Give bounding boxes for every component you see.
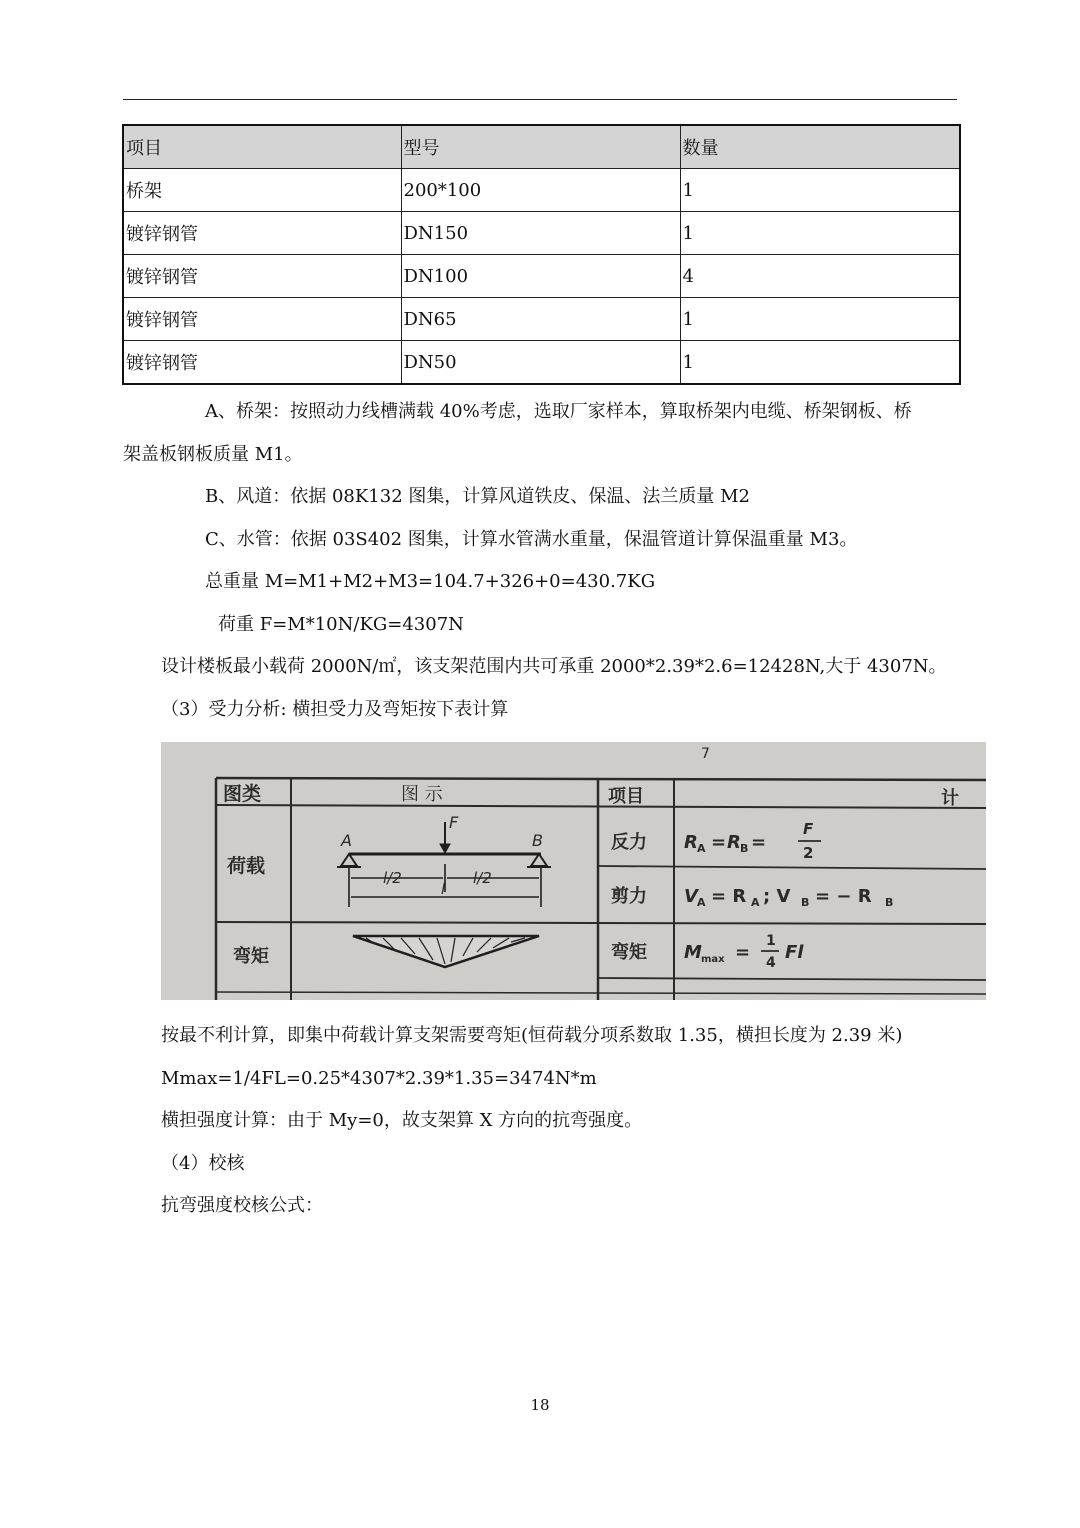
fig-header-type: 图类 [223,783,262,805]
page-number: 18 [530,1396,550,1414]
materials-table [122,124,961,385]
svg-text:max: max [701,954,725,965]
svg-text:=: = [735,942,751,963]
cell-quantity: 1 [680,341,960,385]
span-label: l [441,880,446,898]
cell-item: 镀锌钢管 [123,341,401,385]
load-formula: 荷重 F=M*10N/KG=4307N [218,614,464,635]
svg-text:= R: = R [711,886,747,907]
fig-header-item: 项目 [608,786,644,807]
half-span-left: l/2 [383,869,402,887]
table-row [123,255,960,298]
cell-item: 镀锌钢管 [123,298,401,341]
cell-model: DN50 [401,341,680,385]
svg-text:= − R: = − R [815,886,872,907]
cell-quantity: 1 [680,212,960,255]
formula-heading: 抗弯强度校核公式： [161,1195,323,1216]
svg-text:V: V [684,886,698,907]
svg-text:2: 2 [803,844,814,862]
half-span-right: l/2 [473,869,492,887]
cell-model: DN65 [401,298,680,341]
svg-text:A: A [697,896,706,909]
item-moment: 弯矩 [611,942,647,963]
beam-diagram-photo [161,742,986,1000]
fig-header-diagram: 图 示 [401,784,443,805]
svg-text:F: F [803,820,814,838]
fig-row-moment: 弯矩 [233,946,269,967]
header-model: 型号 [401,125,680,169]
table-header-row [123,125,960,169]
fig-header-calc: 计 [941,788,959,809]
svg-text:B: B [801,896,810,909]
svg-text:A: A [751,896,760,909]
cell-model: 200*100 [401,169,680,212]
item-reaction: 反力 [611,832,647,853]
svg-text:B: B [740,842,749,855]
paragraph-pipe: C、水管：依据 03S402 图集，计算水管满水重量，保温管道计算保温重量 M3。 [205,529,858,550]
force-label: F [449,813,459,832]
table-row [123,298,960,341]
paragraph-duct: B、风道：依据 08K132 图集，计算风道铁皮、保温、法兰质量 M2 [205,486,750,507]
cell-model: DN100 [401,255,680,298]
header-quantity: 数量 [680,125,960,169]
support-a-label: A [341,831,352,850]
table-row [123,169,960,212]
cell-item: 镀锌钢管 [123,212,401,255]
formula-reaction [684,820,821,862]
header-rule [123,99,957,100]
strength-calc: 横担强度计算：由于 My=0，故支架算 X 方向的抗弯强度。 [161,1110,643,1131]
cell-model: DN150 [401,212,680,255]
svg-text:4: 4 [766,955,776,971]
cell-item: 桥架 [123,169,401,212]
check-heading: （4）校核 [161,1153,245,1174]
table-row [123,212,960,255]
scan-mark: 7 [701,746,710,762]
item-shear: 剪力 [611,886,647,907]
formula-moment [684,933,804,971]
paragraph-bridge: A、桥架：按照动力线槽满载 40%考虑，选取厂家样本，算取桥架内电缆、桥架钢板、桥 [205,401,912,422]
mmax-formula: Mmax=1/4FL=0.25*4307*2.39*1.35=3474N*m [161,1068,597,1089]
worst-case-text: 按最不利计算，即集中荷载计算支架需要弯矩(恒荷载分项系数取 1.35，横担长度为 2.39 米) [161,1025,903,1046]
svg-text:=: = [711,832,727,853]
support-b-label: B [532,831,543,850]
total-weight: 总重量 M=M1+M2+M3=104.7+326+0=430.7KG [205,571,656,592]
svg-text:A: A [697,842,706,855]
svg-text:Fl: Fl [785,942,804,963]
cell-quantity: 4 [680,255,960,298]
svg-text:; V: ; V [763,886,791,907]
svg-text:B: B [885,896,894,909]
svg-text:1: 1 [766,933,776,949]
moment-diagram [353,936,539,967]
svg-text:M: M [684,942,702,963]
cell-quantity: 1 [680,169,960,212]
floor-load: 设计楼板最小载荷 2000N/㎡，该支架范围内共可承重 2000*2.39*2.6=12428N,大于 4307N。 [161,656,947,677]
svg-text:=: = [751,832,767,853]
header-item: 项目 [123,125,401,169]
table-row [123,341,960,385]
cell-item: 镀锌钢管 [123,255,401,298]
svg-text:R: R [684,832,698,853]
formula-shear [684,886,893,909]
svg-text:R: R [727,832,741,853]
force-analysis-heading: （3）受力分析: 横担受力及弯矩按下表计算 [161,699,509,720]
paragraph-bridge-cont: 架盖板钢板质量 M1。 [123,444,303,465]
cell-quantity: 1 [680,298,960,341]
fig-row-load: 荷载 [227,855,266,877]
